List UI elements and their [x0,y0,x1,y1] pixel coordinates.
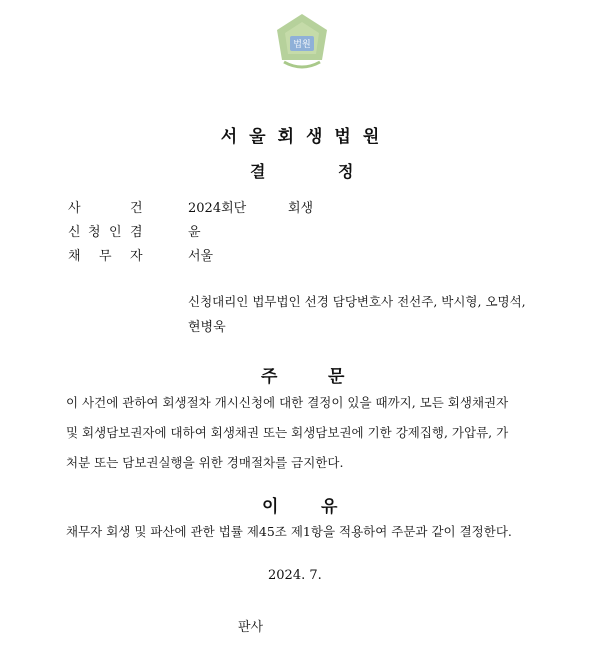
case-number: 2024회단 [188,201,247,216]
decision-date: 2024. 7. [268,568,322,583]
court-name: 서울회생법원 [220,127,392,147]
case-label-char-2: 건 [130,201,143,216]
representative-line-1: 신청대리인 법무법인 선경 담당변호사 전선주, 박시형, 오명석, [188,294,526,309]
applicant-label-char-2: 청 [88,225,101,240]
case-label-char-1: 사 [68,201,81,216]
case-type: 회생 [288,201,314,216]
order-title-char-2: 문 [328,367,345,387]
emblem-text: 법원 [293,40,311,50]
court-emblem-icon [272,12,332,72]
debtor-label-char-1: 채 [68,249,81,264]
document-type-char-1: 결 [250,162,266,181]
applicant-value: 윤 [188,225,201,240]
reason-text: 채무자 회생 및 파산에 관한 법률 제45조 제1항을 적용하여 주문과 같이 결정한다. [66,524,512,539]
applicant-label-char-4: 겸 [130,225,143,240]
debtor-value: 서울 [188,249,214,264]
order-line-1: 이 사건에 관하여 회생절차 개시신청에 대한 결정이 있을 때까지, 모든 회생채권자 [66,395,509,410]
document-type-char-2: 정 [338,162,354,181]
representative-line-2: 현병욱 [188,320,226,335]
reason-title-char-2: 유 [321,497,338,517]
judge-label: 판사 [238,620,264,635]
applicant-label-char-1: 신 [68,225,81,240]
debtor-label-char-2: 무 [99,249,112,264]
order-line-3: 처분 또는 담보권실행을 위한 경매절차를 금지한다. [66,455,344,470]
reason-title-char-1: 이 [262,497,279,517]
order-title-char-1: 주 [261,367,278,387]
debtor-label-char-3: 자 [130,249,143,264]
order-line-2: 및 회생담보권자에 대하여 회생채권 또는 회생담보권에 기한 강제집행, 가압류, 가 [66,425,509,440]
applicant-label-char-3: 인 [109,225,122,240]
